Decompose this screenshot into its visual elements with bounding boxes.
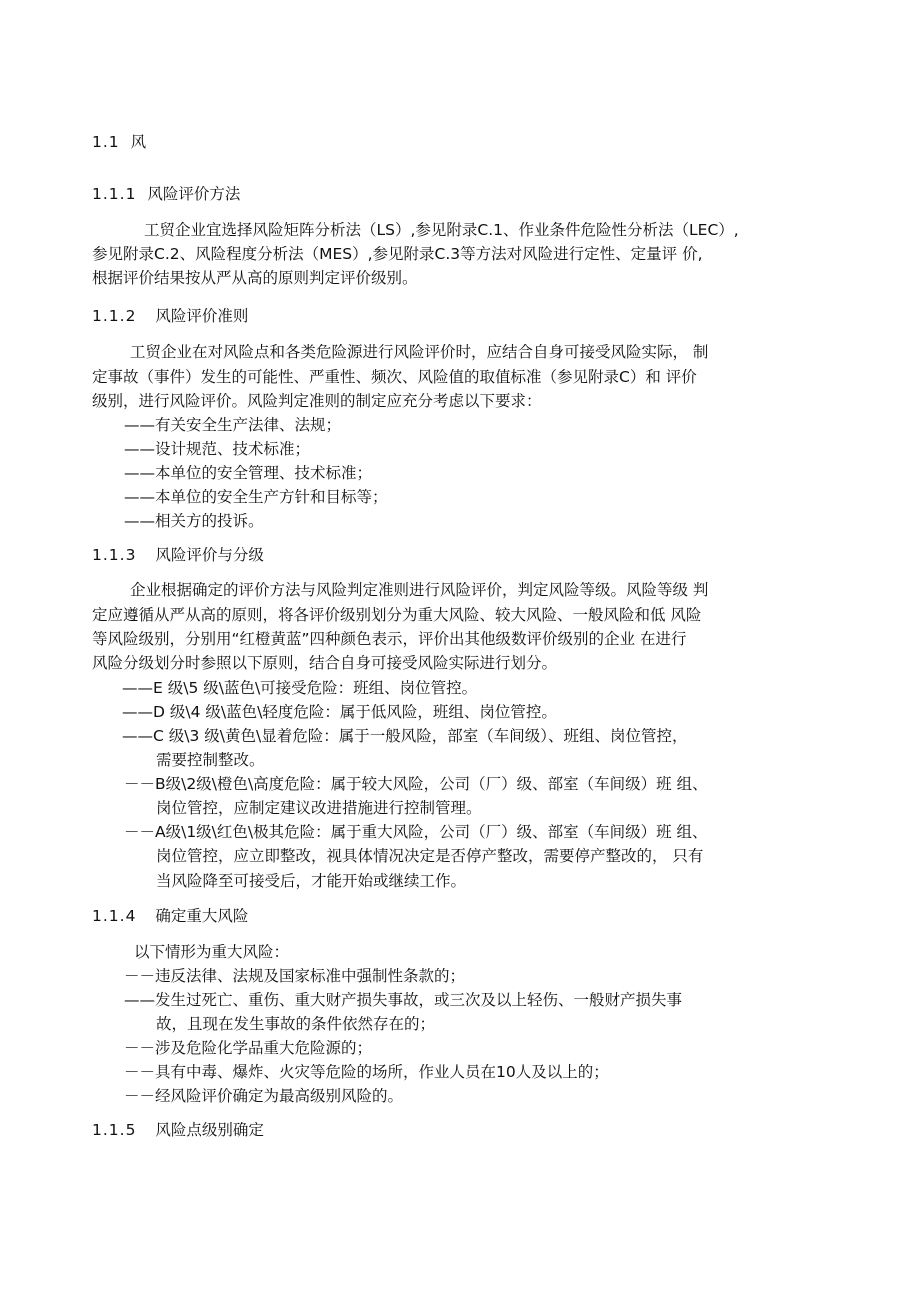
section-number: 1.1.3 [92,546,137,564]
section-title: 确定重大风险 [155,907,249,925]
list-item-continuation: 故，且现在发生事故的条件依然存在的； [156,1015,436,1033]
paragraph-line: 风险分级划分时参照以下原则，结合自身可接受风险实际进行划分。 [92,654,558,672]
list-item: －－经风险评价确定为最高级别风险的。 [124,1087,404,1105]
list-item: ——本单位的安全管理、技术标准； [124,464,373,482]
section-number: 1.1.2 [92,307,137,325]
list-item-continuation: 岗位管控，应立即整改，视具体情况决定是否停产整改，需要停产整改的， 只有 [156,847,704,865]
section-title: 风险评价准则 [155,307,249,325]
list-item: －－B级\2级\橙色\高度危险：属于较大风险，公司（厂）级、部室（车间级）班 组、 [124,775,708,793]
section-heading-1-1-3 [92,543,264,567]
section-heading-1-1-4 [92,904,248,928]
list-item: －－违反法律、法规及国家标准中强制性条款的； [124,967,466,985]
section-number: 1.1.4 [92,907,137,925]
paragraph-line: 等风险级别，分别用“红橙黄蓝”四种颜色表示，评价出其他级数评价级别的企业 在进行 [92,630,687,648]
section-heading-1-1-2 [92,304,248,328]
list-item: ——C 级\3 级\黄色\显着危险：属于一般风险，部室（车间级）、班组、岗位管控， [122,727,688,745]
list-item: ——发生过死亡、重伤、重大财产损失事故，或三次及以上轻伤、一般财产损失事 [124,991,683,1009]
paragraph-line: 工贸企业宜选择风险矩阵分析法（LS）,参见附录C.1、作业条件危险性分析法（LEC）, [144,221,739,239]
paragraph-line: 定事故（事件）发生的可能性、严重性、频次、风险值的取值标准（参见附录C）和 评价 [92,368,697,386]
list-item: ——D 级\4 级\蓝色\轻度危险：属于低风险，班组、岗位管控。 [122,703,557,721]
paragraph-line: 定应遵循从严从高的原则，将各评价级别划分为重大风险、较大风险、一般风险和低 风险 [92,606,702,624]
section-title: 风险点级别确定 [155,1121,264,1139]
list-item: ——设计规范、技术标准； [124,440,311,458]
section-number: 1.1.1 [92,185,137,203]
section-heading-1-1-5 [92,1118,264,1142]
paragraph-line: 以下情形为重大风险： [134,943,290,961]
section-number: 1.1.5 [92,1121,137,1139]
list-item: －－A级\1级\红色\极其危险：属于重大风险，公司（厂）级、部室（车间级）班 组、 [124,823,708,841]
section-title: 风险评价方法 [147,185,241,203]
list-item-continuation: 岗位管控，应制定建议改进措施进行控制管理。 [156,799,482,817]
list-item: －－涉及危险化学品重大危险源的； [124,1039,373,1057]
paragraph-line: 工贸企业在对风险点和各类危险源进行风险评价时，应结合自身可接受风险实际， 制 [130,343,709,361]
paragraph-line: 企业根据确定的评价方法与风险判定准则进行风险评价，判定风险等级。风险等级 判 [130,581,709,599]
section-heading-1-1 [92,130,146,154]
list-item: －－具有中毒、爆炸、火灾等危险的场所，作业人员在10人及以上的； [124,1063,609,1081]
list-item: ——本单位的安全生产方针和目标等； [124,488,388,506]
section-heading-1-1-1 [92,182,240,206]
list-item-continuation: 当风险降至可接受后，才能开始或继续工作。 [156,872,467,890]
list-item: ——有关安全生产法律、法规； [124,416,342,434]
paragraph-line: 根据评价结果按从严从高的原则判定评价级别。 [92,269,418,287]
section-title: 风 [130,133,147,151]
list-item: ——E 级\5 级\蓝色\可接受危险：班组、岗位管控。 [122,679,478,697]
section-title: 风险评价与分级 [155,546,264,564]
paragraph-line: 参见附录C.2、风险程度分析法（MES）,参见附录C.3等方法对风险进行定性、定量评 价, [92,245,703,263]
list-item: ——相关方的投诉。 [124,512,264,530]
list-item-continuation: 需要控制整改。 [156,751,265,769]
paragraph-line: 级别，进行风险评价。风险判定准则的制定应充分考虑以下要求： [92,392,542,410]
section-number: 1.1 [92,133,120,151]
